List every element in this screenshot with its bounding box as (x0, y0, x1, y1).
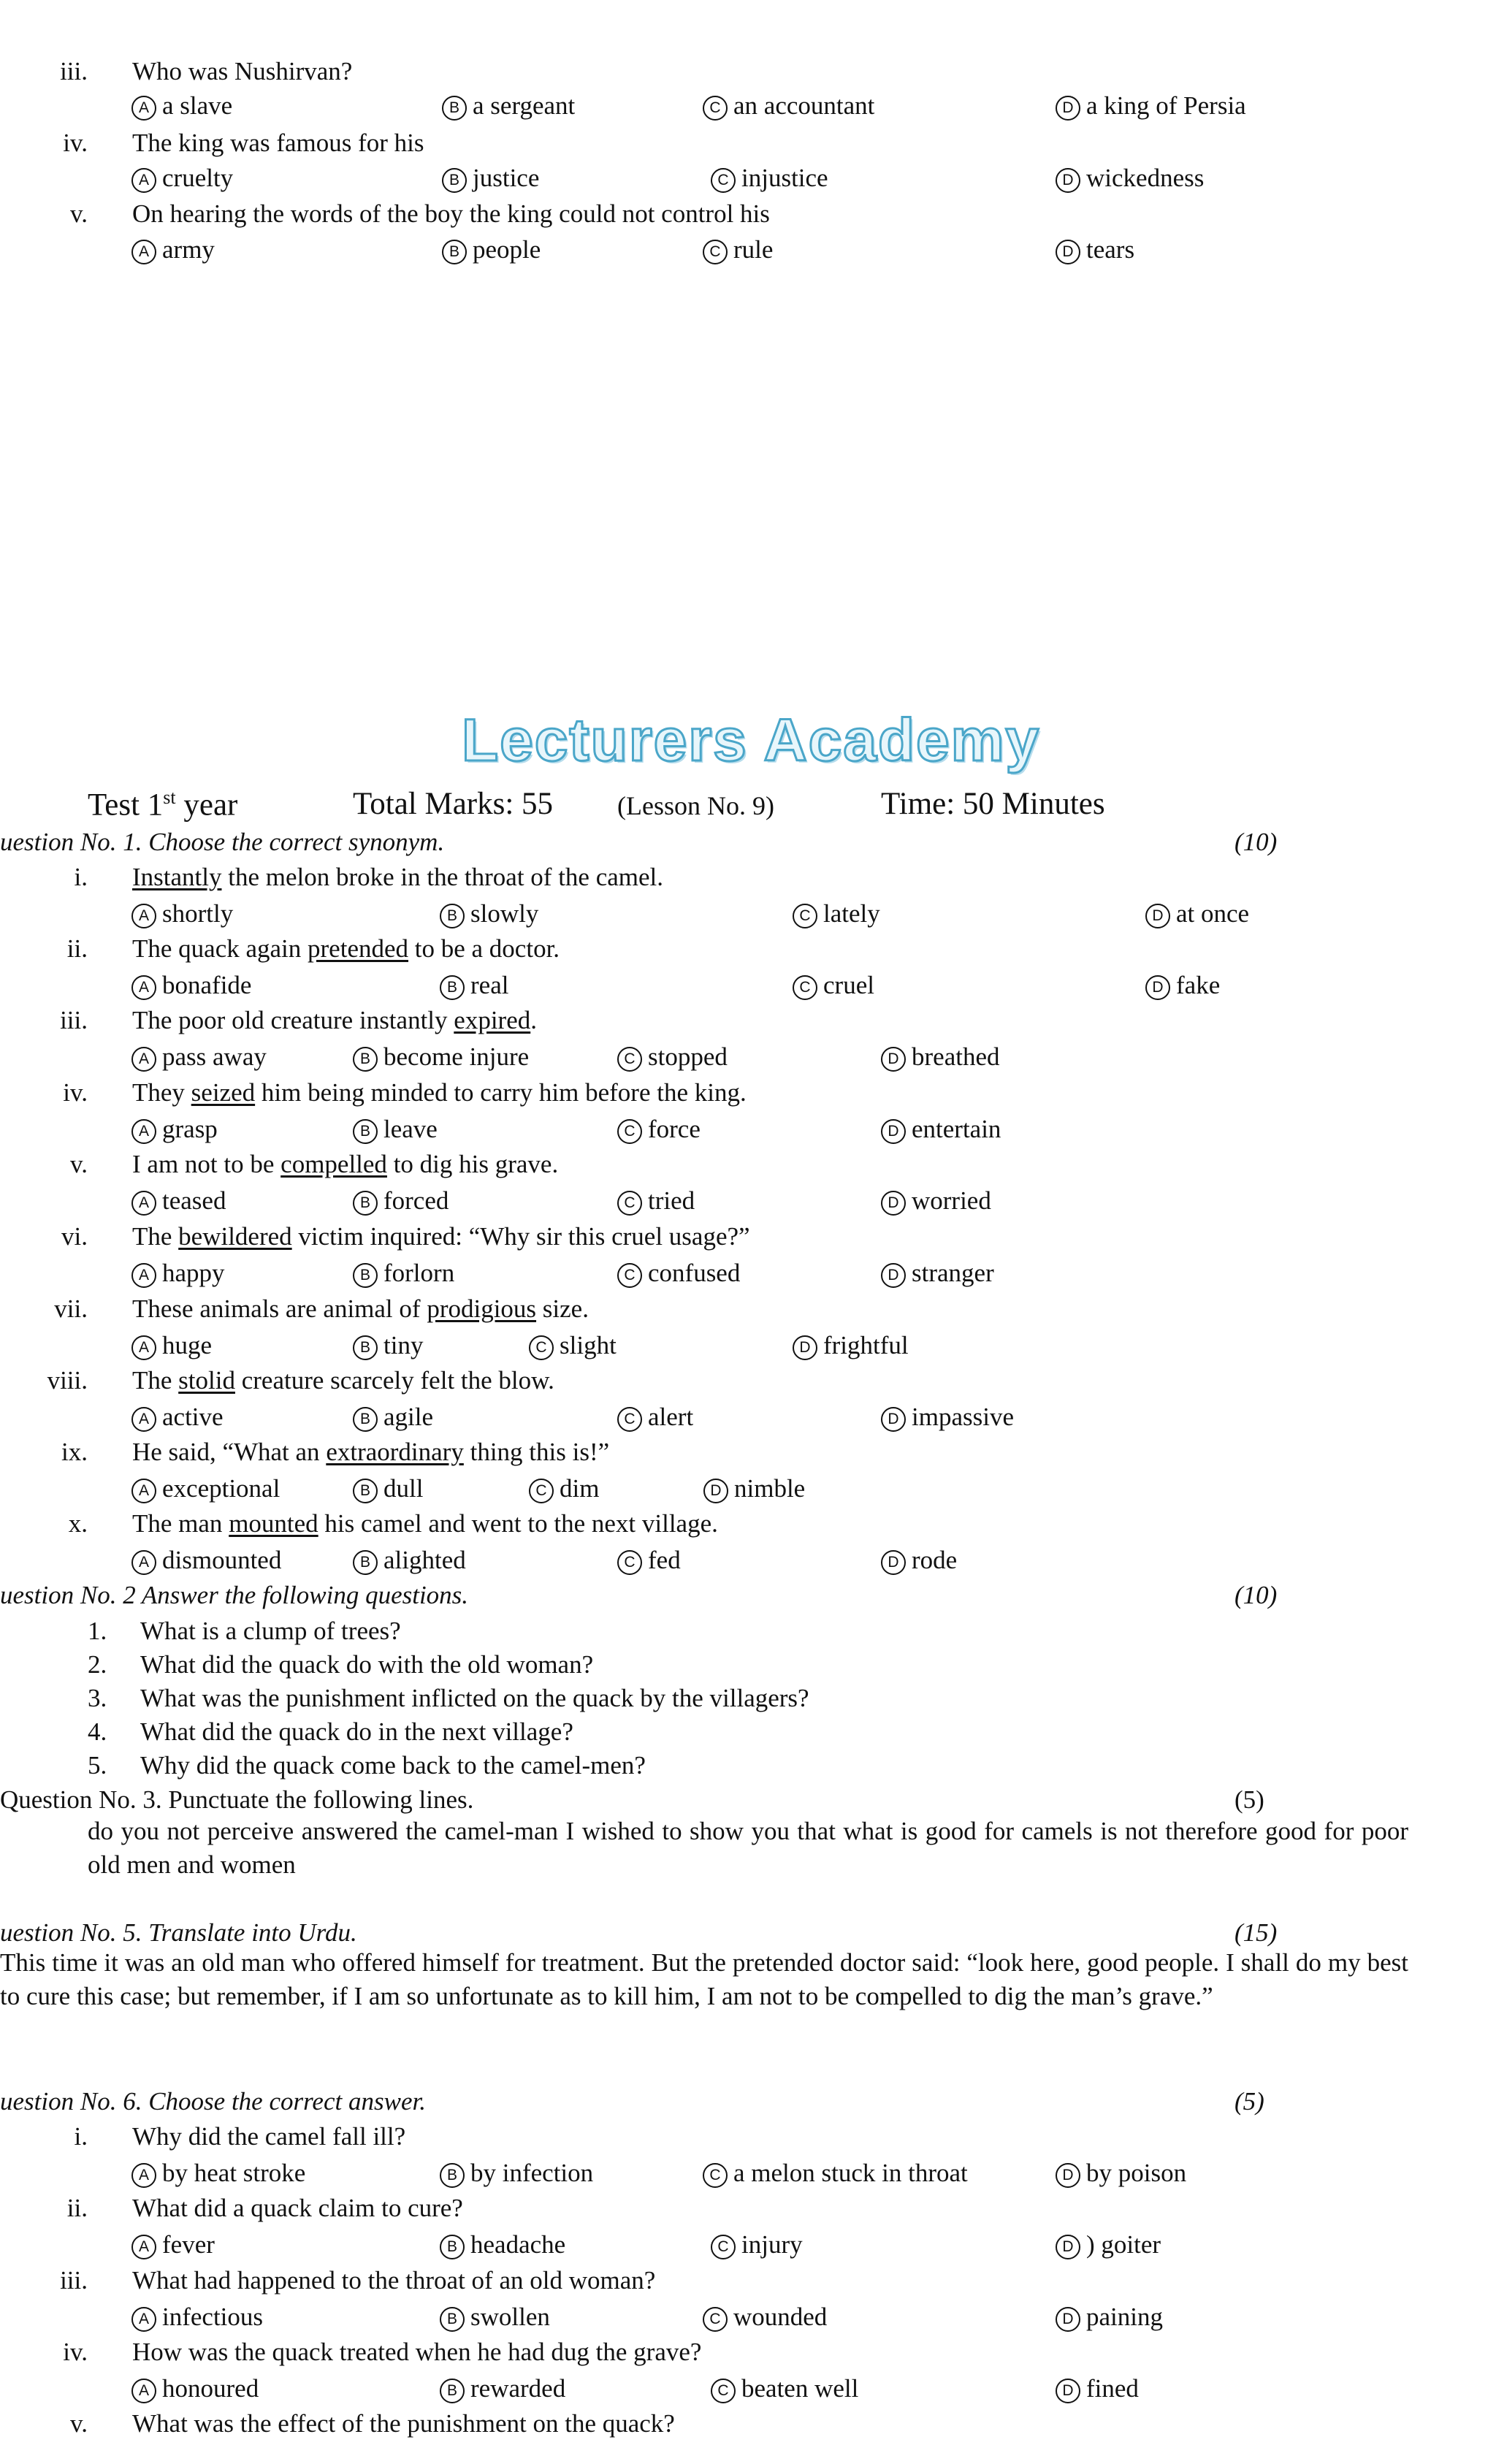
option-letter-circle: C (703, 96, 728, 121)
question-number: ii. (66, 934, 88, 963)
answer-option (881, 1044, 999, 1072)
option-letter-circle: D (793, 1335, 817, 1360)
option-text: grasp (162, 1115, 218, 1143)
answer-option (617, 1260, 740, 1288)
sentence-part: size. (536, 1294, 589, 1323)
answer-option (1056, 237, 1134, 264)
option-text: a slave (162, 91, 233, 120)
option-text: fined (1086, 2374, 1139, 2403)
answer-option (131, 2304, 263, 2332)
answer-option (353, 1547, 466, 1575)
answer-option (131, 1260, 225, 1288)
punctuation-passage: do you not perceive answered the camel-man I wished to show you that what is good for camels is not therefore good for poor old men and women (88, 1817, 1408, 1879)
question-number: x. (68, 1509, 88, 1538)
option-text: happy (162, 1259, 225, 1287)
option-text: rewarded (470, 2374, 566, 2403)
sentence-part: to be a doctor. (408, 934, 560, 963)
option-text: injustice (741, 164, 828, 192)
answer-option (1056, 93, 1246, 121)
question-text (132, 1368, 554, 1393)
answer-option (131, 237, 215, 264)
option-letter-circle: C (793, 904, 817, 928)
question-text (132, 1080, 747, 1105)
question-text (132, 936, 560, 961)
option-letter-circle: B (440, 2307, 465, 2332)
question-text: What did a quack claim to cure? (132, 2194, 463, 2222)
option-text: fed (648, 1546, 681, 1574)
answer-option (131, 901, 233, 928)
answer-option (1056, 2304, 1163, 2332)
question-text: Why did the quack come back to the camel-men? (140, 1751, 646, 1780)
option-text: ) goiter (1086, 2230, 1161, 2259)
option-letter-circle: B (353, 1407, 378, 1432)
option-letter-circle: A (131, 2163, 156, 2188)
question-text: Who was Nushirvan? (132, 57, 353, 85)
answer-option (1056, 2232, 1161, 2259)
section-heading: uestion No. 5. Translate into Urdu. (0, 1918, 357, 1947)
option-text: slowly (470, 899, 539, 928)
option-text: real (470, 971, 509, 999)
question-number: iv. (63, 2338, 88, 2366)
underlined-word: pretended (308, 934, 409, 963)
question-text: What had happened to the throat of an old woman? (132, 2266, 656, 2295)
option-letter-circle: C (703, 2163, 728, 2188)
question-number: ii. (66, 2194, 88, 2222)
option-text: wounded (733, 2303, 828, 2331)
answer-option (703, 237, 773, 264)
option-letter-circle: B (353, 1191, 378, 1216)
option-text: force (648, 1115, 701, 1143)
option-text: agile (383, 1403, 434, 1431)
option-letter-circle: B (440, 2235, 465, 2259)
sentence-part: to dig his grave. (386, 1150, 559, 1178)
answer-option (711, 165, 828, 193)
answer-option (131, 1404, 224, 1432)
sentence-part: The poor old creature instantly (132, 1006, 454, 1034)
question-number: iii. (60, 1006, 88, 1034)
answer-option (131, 1332, 212, 1360)
question-number: iii. (60, 2266, 88, 2295)
answer-option (1145, 972, 1220, 1000)
underlined-word: seized (191, 1078, 256, 1107)
option-letter-circle: C (617, 1407, 642, 1432)
question-number: iv. (63, 1078, 88, 1107)
underlined-word: Instantly (132, 863, 222, 891)
option-text: teased (162, 1186, 226, 1215)
answer-option (440, 2232, 565, 2259)
sentence-part: I am not to be (132, 1150, 281, 1178)
option-letter-circle: A (131, 1550, 156, 1575)
answer-option (617, 1116, 701, 1144)
option-text: a king of Persia (1086, 91, 1246, 120)
test-year-part: year (175, 787, 238, 823)
question-number: 1. (88, 1617, 107, 1645)
translation-passage: This time it was an old man who offered himself for treatment. But the pretended doctor said: “look here, good people. I shall do my best to cure this case; but remember, if I am so unfortunate as to kill him, I am not to be compelled to dig the man’s grave.” (0, 1948, 1408, 2010)
lesson-number: (Lesson No. 9) (617, 791, 774, 820)
sentence-part: He said, “What an (132, 1438, 327, 1466)
answer-option (617, 1547, 681, 1575)
answer-option (442, 93, 575, 121)
question-text (132, 1511, 718, 1536)
option-text: rode (912, 1546, 958, 1574)
sentence-part: The (132, 1222, 179, 1251)
underlined-word: compelled (280, 1150, 387, 1178)
question-number: ix. (61, 1438, 88, 1466)
option-text: stopped (648, 1042, 728, 1071)
option-letter-circle: C (617, 1191, 642, 1216)
option-letter-circle: A (131, 168, 156, 193)
answer-option (131, 1116, 218, 1144)
answer-option (353, 1044, 529, 1072)
option-letter-circle: B (353, 1335, 378, 1360)
question-text: What did the quack do in the next village? (140, 1717, 573, 1746)
answer-option (131, 1188, 226, 1216)
answer-option (1056, 2376, 1139, 2403)
option-letter-circle: A (131, 2379, 156, 2403)
answer-option (1056, 2160, 1186, 2188)
underlined-word: extraordinary (326, 1438, 464, 1466)
answer-option (617, 1044, 728, 1072)
sentence-part: The quack again (132, 934, 308, 963)
question-number: i. (74, 2122, 88, 2151)
section-marks: (5) (1234, 1785, 1264, 1814)
answer-option (131, 2232, 215, 2259)
answer-option (440, 2160, 593, 2188)
option-text: active (162, 1403, 224, 1431)
option-text: worried (912, 1186, 991, 1215)
option-letter-circle: A (131, 1335, 156, 1360)
option-letter-circle: A (131, 975, 156, 1000)
option-text: forced (383, 1186, 449, 1215)
option-letter-circle: D (881, 1550, 906, 1575)
option-letter-circle: B (442, 168, 467, 193)
option-text: fever (162, 2230, 215, 2259)
option-text: become injure (383, 1042, 530, 1071)
sentence-part: The (132, 1366, 179, 1395)
answer-option (793, 901, 880, 928)
option-letter-circle: D (881, 1407, 906, 1432)
question-text (132, 1296, 589, 1321)
question-number: 5. (88, 1751, 107, 1780)
answer-option (881, 1547, 957, 1575)
question-number: viii. (47, 1366, 88, 1395)
answer-option (131, 1044, 267, 1072)
answer-option (703, 1476, 805, 1503)
option-letter-circle: D (1056, 240, 1080, 264)
option-letter-circle: D (881, 1119, 906, 1144)
option-text: breathed (912, 1042, 1000, 1071)
option-letter-circle: B (353, 1119, 378, 1144)
sentence-part: thing this is!” (463, 1438, 610, 1466)
answer-option (1145, 901, 1249, 928)
answer-option (881, 1404, 1014, 1432)
option-text: tiny (383, 1331, 424, 1359)
answer-option (793, 972, 874, 1000)
option-text: tears (1086, 235, 1135, 264)
option-text: by infection (470, 2159, 594, 2187)
question-number: v. (70, 199, 88, 228)
option-letter-circle: D (881, 1047, 906, 1072)
question-text (132, 864, 663, 890)
answer-option (353, 1332, 423, 1360)
option-text: at once (1176, 899, 1250, 928)
option-text: stranger (912, 1259, 994, 1287)
option-text: dull (383, 1474, 424, 1503)
option-letter-circle: A (131, 1263, 156, 1288)
option-text: nimble (734, 1474, 806, 1503)
option-text: frightful (823, 1331, 909, 1359)
option-letter-circle: B (353, 1263, 378, 1288)
option-text: by heat stroke (162, 2159, 306, 2187)
option-letter-circle: C (617, 1263, 642, 1288)
brand-logo-text: Lecturers Academy (462, 707, 1041, 774)
test-year-part: Test 1 (88, 787, 164, 823)
option-letter-circle: A (131, 1407, 156, 1432)
option-text: dismounted (162, 1546, 282, 1574)
option-text: forlorn (383, 1259, 455, 1287)
sentence-part: They (132, 1078, 191, 1107)
underlined-word: stolid (178, 1366, 235, 1395)
option-text: huge (162, 1331, 213, 1359)
option-letter-circle: A (131, 2235, 156, 2259)
section-heading: uestion No. 1. Choose the correct synonym. (0, 828, 445, 856)
option-text: swollen (470, 2303, 550, 2331)
option-letter-circle: A (131, 904, 156, 928)
answer-option (1056, 165, 1204, 193)
option-text: by poison (1086, 2159, 1187, 2187)
answer-option (711, 2376, 858, 2403)
option-letter-circle: C (793, 975, 817, 1000)
option-text: infectious (162, 2303, 264, 2331)
option-letter-circle: A (131, 96, 156, 121)
underlined-word: expired (454, 1006, 531, 1034)
option-text: headache (470, 2230, 566, 2259)
answer-option (131, 165, 233, 193)
option-letter-circle: D (1145, 904, 1170, 928)
option-text: confused (648, 1259, 741, 1287)
option-letter-circle: B (353, 1479, 378, 1503)
answer-option (440, 972, 508, 1000)
answer-option (353, 1404, 433, 1432)
question-text: What was the punishment inflicted on the quack by the villagers? (140, 1684, 809, 1712)
option-text: tried (648, 1186, 695, 1215)
option-letter-circle: D (1056, 96, 1080, 121)
underlined-word: prodigious (427, 1294, 537, 1323)
option-text: alighted (383, 1546, 466, 1574)
option-letter-circle: C (529, 1479, 554, 1503)
answer-option (353, 1116, 438, 1144)
option-text: entertain (912, 1115, 1001, 1143)
answer-option (703, 93, 874, 121)
option-text: injury (741, 2230, 803, 2259)
option-letter-circle: C (529, 1335, 554, 1360)
question-number: 2. (88, 1650, 107, 1679)
option-text: rule (733, 235, 774, 264)
section-marks: (10) (1234, 1581, 1278, 1609)
underlined-word: bewildered (178, 1222, 292, 1251)
question-text (132, 1007, 537, 1033)
option-letter-circle: D (1056, 2307, 1080, 2332)
option-letter-circle: D (1056, 2163, 1080, 2188)
option-letter-circle: D (881, 1263, 906, 1288)
option-letter-circle: A (131, 1479, 156, 1503)
question-number: vii. (54, 1294, 88, 1323)
question-text: The king was famous for his (132, 129, 424, 157)
question-text (132, 1224, 750, 1249)
option-letter-circle: D (881, 1191, 906, 1216)
option-letter-circle: C (703, 240, 728, 264)
sentence-part: creature scarcely felt the blow. (234, 1366, 554, 1395)
option-letter-circle: D (1145, 975, 1170, 1000)
option-letter-circle: B (440, 904, 465, 928)
option-letter-circle: B (440, 2163, 465, 2188)
section-heading: uestion No. 6. Choose the correct answer. (0, 2087, 426, 2116)
option-letter-circle: C (711, 2235, 736, 2259)
option-text: pass away (162, 1042, 267, 1071)
answer-option (703, 2304, 827, 2332)
question-text: What is a clump of trees? (140, 1617, 401, 1645)
time-limit: Time: 50 Minutes (881, 787, 1105, 821)
answer-option (529, 1476, 599, 1503)
option-text: army (162, 235, 215, 264)
question-number: 4. (88, 1717, 107, 1746)
option-letter-circle: A (131, 2307, 156, 2332)
option-letter-circle: A (131, 1119, 156, 1144)
option-text: bonafide (162, 971, 252, 999)
option-letter-circle: C (617, 1550, 642, 1575)
question-text (132, 1151, 558, 1177)
question-number: i. (74, 863, 88, 891)
question-number: v. (70, 1150, 88, 1178)
option-letter-circle: C (711, 2379, 736, 2403)
answer-option (442, 165, 539, 193)
question-text: What did the quack do with the old woman? (140, 1650, 594, 1679)
option-text: honoured (162, 2374, 259, 2403)
answer-option (529, 1332, 617, 1360)
option-text: leave (383, 1115, 438, 1143)
answer-option (131, 1476, 280, 1503)
option-letter-circle: B (440, 975, 465, 1000)
option-letter-circle: C (703, 2307, 728, 2332)
option-letter-circle: B (440, 2379, 465, 2403)
option-text: beaten well (741, 2374, 859, 2403)
option-letter-circle: D (703, 1479, 728, 1503)
answer-option (703, 2160, 968, 2188)
section-marks: (5) (1234, 2087, 1264, 2116)
question-text (132, 1439, 609, 1465)
option-letter-circle: C (711, 168, 736, 193)
option-text: cruelty (162, 164, 234, 192)
sentence-part: . (530, 1006, 537, 1034)
option-text: a melon stuck in throat (733, 2159, 968, 2187)
question-text: How was the quack treated when he had dug the grave? (132, 2338, 702, 2366)
underlined-word: mounted (229, 1509, 318, 1538)
answer-option (440, 2376, 565, 2403)
question-text: What was the effect of the punishment on the quack? (132, 2409, 675, 2438)
section-marks: (15) (1234, 1918, 1278, 1947)
option-letter-circle: C (617, 1047, 642, 1072)
answer-option (353, 1476, 423, 1503)
option-text: paining (1086, 2303, 1163, 2331)
question-number: v. (70, 2409, 88, 2438)
question-text: Why did the camel fall ill? (132, 2122, 406, 2151)
answer-option (442, 237, 541, 264)
option-text: a sergeant (473, 91, 576, 120)
answer-option (131, 93, 232, 121)
question-text: On hearing the words of the boy the king could not control his (132, 199, 770, 228)
sentence-part: The man (132, 1509, 229, 1538)
option-text: impassive (912, 1403, 1014, 1431)
answer-option (711, 2232, 803, 2259)
option-text: slight (560, 1331, 617, 1359)
option-text: alert (648, 1403, 694, 1431)
sentence-part: the melon broke in the throat of the camel. (221, 863, 664, 891)
option-text: lately (823, 899, 880, 928)
option-letter-circle: D (1056, 2235, 1080, 2259)
section-marks: (10) (1234, 828, 1278, 856)
question-number: iv. (63, 129, 88, 157)
option-letter-circle: D (1056, 2379, 1080, 2403)
total-marks: Total Marks: 55 (353, 787, 554, 821)
option-letter-circle: D (1056, 168, 1080, 193)
option-text: an accountant (733, 91, 875, 120)
option-text: wickedness (1086, 164, 1205, 192)
option-letter-circle: A (131, 1047, 156, 1072)
option-text: cruel (823, 971, 874, 999)
option-letter-circle: B (442, 240, 467, 264)
option-text: exceptional (162, 1474, 280, 1503)
question-number: 3. (88, 1684, 107, 1712)
answer-option (131, 2160, 305, 2188)
test-year-part: st (163, 787, 176, 808)
answer-option (440, 2304, 550, 2332)
section-heading: uestion No. 2 Answer the following questions. (0, 1581, 469, 1609)
option-letter-circle: A (131, 240, 156, 264)
option-letter-circle: B (442, 96, 467, 121)
question-number: vi. (61, 1222, 88, 1251)
sentence-part: his camel and went to the next village. (318, 1509, 718, 1538)
option-text: dim (560, 1474, 600, 1503)
answer-option (131, 972, 251, 1000)
option-letter-circle: A (131, 1191, 156, 1216)
answer-option (881, 1116, 1001, 1144)
option-letter-circle: C (617, 1119, 642, 1144)
question-number: iii. (60, 57, 88, 85)
answer-option (353, 1188, 449, 1216)
answer-option (353, 1260, 454, 1288)
test-year-label (88, 787, 238, 823)
option-letter-circle: B (353, 1550, 378, 1575)
answer-option (617, 1404, 693, 1432)
answer-option (131, 1547, 281, 1575)
option-text: justice (473, 164, 540, 192)
answer-option (440, 901, 538, 928)
sentence-part: him being minded to carry him before the king. (255, 1078, 747, 1107)
answer-option (617, 1188, 695, 1216)
answer-option (793, 1332, 909, 1360)
sentence-part: victim inquired: “Why sir this cruel usage?” (291, 1222, 750, 1251)
option-text: fake (1176, 971, 1221, 999)
answer-option (881, 1260, 994, 1288)
answer-option (881, 1188, 991, 1216)
sentence-part: These animals are animal of (132, 1294, 427, 1323)
answer-option (131, 2376, 259, 2403)
section-heading: Question No. 3. Punctuate the following lines. (0, 1785, 474, 1814)
option-letter-circle: B (353, 1047, 378, 1072)
option-text: shortly (162, 899, 234, 928)
option-text: people (473, 235, 541, 264)
